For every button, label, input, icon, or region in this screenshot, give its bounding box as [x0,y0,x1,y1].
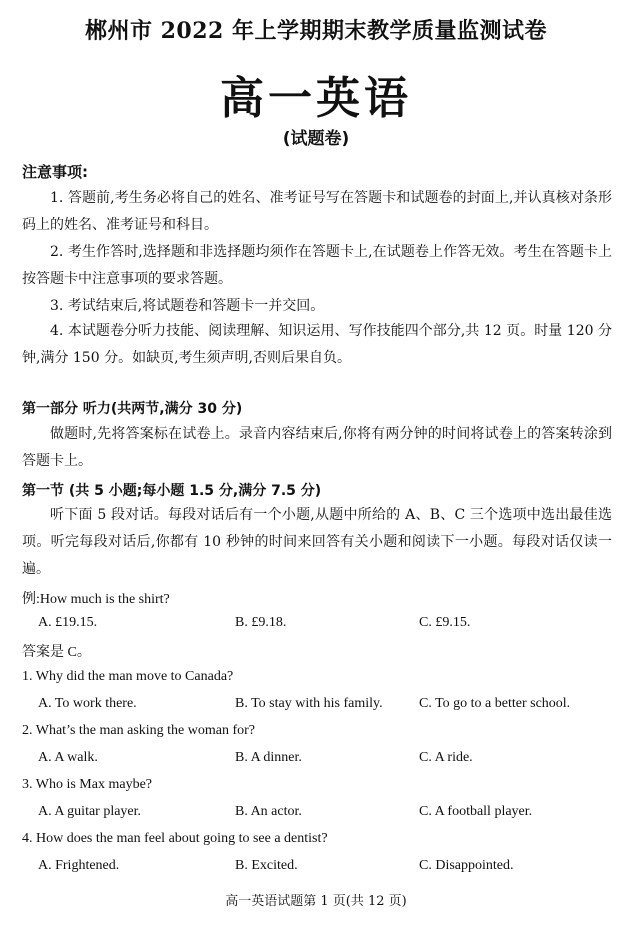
page-footer: 高一英语试题第 1 页(共 12 页) [225,894,407,909]
notice-title: 注意事项: [22,163,88,181]
question-2-option-b: B. A dinner. [235,750,302,765]
section1-heading: 第一节 (共 5 小题;每小题 1.5 分,满分 7.5 分) [22,483,322,499]
question-4: 4. How does the man feel about going to see a dentist? [22,831,328,846]
question-3-option-b: B. An actor. [235,804,302,819]
question-3-option-a: A. A guitar player. [38,804,142,819]
example-option-a: A. £19.15. [38,615,98,630]
question-2-option-c: C. A ride. [419,750,473,765]
paper-type-label: (试题卷) [282,129,350,149]
question-3: 3. Who is Max maybe? [22,777,152,792]
question-3-option-c: C. A football player. [419,804,533,819]
exam-title: 郴州市 2022 年上学期期末教学质量监测试卷 [84,18,548,44]
question-1-option-a: A. To work there. [38,696,137,711]
section1-instruction: 听下面 5 段对话。每段对话后有一个小题,从题中所给的 A、B、C 三个选项中选出最佳选项。听完每段对话后,你都有 10 秒钟的时间来回答有关小题和阅读下一小题。每段对话仅读一遍。 [22,507,612,577]
example-option-b: B. £9.18. [235,615,287,630]
question-1-option-b: B. To stay with his family. [235,696,383,711]
part1-heading: 第一部分 听力(共两节,满分 30 分) [22,401,243,417]
example-answer: 答案是 C。 [22,645,91,660]
question-1-option-c: C. To go to a better school. [419,696,571,711]
question-2: 2. What’s the man asking the woman for? [22,723,256,738]
subject-title: 高一英语 [220,73,412,124]
question-2-option-a: A. A walk. [38,750,98,765]
example-question: 例:How much is the shirt? [22,592,170,607]
question-1: 1. Why did the man move to Canada? [22,669,234,684]
part1-instruction: 做题时,先将答案标在试卷上。录音内容结束后,你将有两分钟的时间将试卷上的答案转涂到答题卡上。 [22,426,612,469]
notice-item-1: 1. 答题前,考生务必将自己的姓名、准考证号写在答题卡和试题卷的封面上,并认真核对条形码上的姓名、准考证号和科目。 [22,190,612,233]
notice-item-2: 2. 考生作答时,选择题和非选择题均须作在答题卡上,在试题卷上作答无效。考生在答题卡上按答题卡中注意事项的要求答题。 [22,244,612,287]
question-4-option-c: C. Disappointed. [419,858,514,873]
notice-item-3: 3. 考试结束后,将试题卷和答题卡一并交回。 [50,298,325,314]
question-4-option-b: B. Excited. [235,858,298,873]
example-option-c: C. £9.15. [419,615,471,630]
question-4-option-a: A. Frightened. [38,858,120,873]
notice-item-4: 4. 本试题卷分听力技能、阅读理解、知识运用、写作技能四个部分,共 12 页。时量 120 分钟,满分 150 分。如缺页,考生须声明,否则后果自负。 [22,323,612,366]
